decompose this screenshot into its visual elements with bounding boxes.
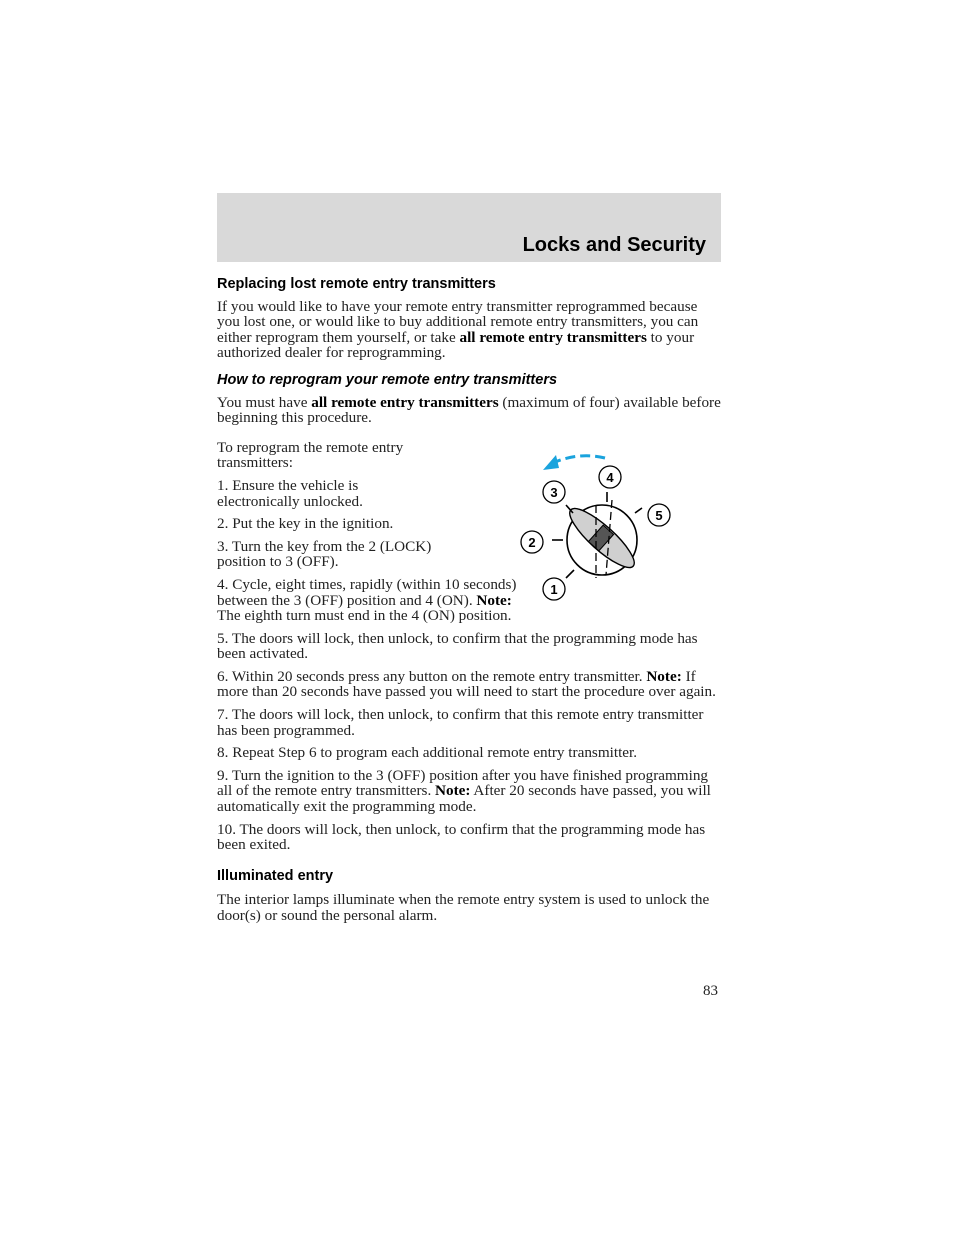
section-heading-illuminated: Illuminated entry (217, 867, 334, 884)
arrow-head-icon (543, 455, 559, 470)
section-heading-reprogram: How to reprogram your remote entry transmitters (217, 371, 558, 388)
label-5 (648, 504, 670, 526)
section-heading-replacing: Replacing lost remote entry transmitters (217, 276, 496, 292)
svg-text:4: 4 (606, 470, 614, 485)
rotation-arrow (555, 456, 605, 462)
paragraph-replacing: If you would like to have your remote entry transmitter reprogrammed because you lost one, or would like to buy additional remote entry transmitters, you can either reprogram them yourself, or take all remote entry transmitters to your authorized dealer for reprogramming. (217, 297, 699, 362)
paragraph-illuminated: The interior lamps illuminate when the remote entry system is used to unlock the door(s) or sound the personal alarm. (217, 891, 710, 924)
step-5: 5. The doors will lock, then unlock, to confirm that the programming mode has been activated. (217, 629, 698, 663)
svg-text:5: 5 (655, 508, 663, 523)
page-number: 83 (703, 983, 718, 999)
paragraph-intro: You must have all remote entry transmitters (maximum of four) available before beginning this procedure. (217, 393, 721, 427)
step-1: 1. Ensure the vehicle is electronically unlocked. (217, 476, 363, 510)
step-8: 8. Repeat Step 6 to program each additional remote entry transmitter. (217, 744, 638, 762)
step-7: 7. The doors will lock, then unlock, to confirm that this remote entry transmitter has been programmed. (217, 706, 704, 739)
chapter-header (217, 193, 721, 262)
svg-text:3: 3 (550, 485, 558, 500)
chapter-title: Locks and Security (522, 234, 706, 256)
label-1 (543, 578, 565, 600)
svg-text:1: 1 (550, 582, 558, 597)
step-6: 6. Within 20 seconds press any button on the remote entry transmitter. Note: If more than 20 seconds have passed you will need to start the procedure over again. (217, 667, 716, 701)
tick-1 (566, 570, 574, 578)
label-2 (521, 531, 543, 553)
step-10: 10. The doors will lock, then unlock, to confirm that the programming mode has been exited. (217, 820, 706, 854)
step-9: 9. Turn the ignition to the 3 (OFF) position after you have finished programming all of the remote entry transmitters. Note: After 20 seconds have passed, you will automatically exit the programming mode. (217, 766, 711, 816)
svg-text:2: 2 (528, 535, 536, 550)
label-4 (599, 466, 621, 488)
ignition-diagram (510, 450, 685, 610)
label-3 (543, 481, 565, 503)
step-2: 2. Put the key in the ignition. (217, 515, 394, 533)
step-4: 4. Cycle, eight times, rapidly (within 10 seconds) between the 3 (OFF) position and 4 (ON). Note: The eighth turn must end in the 4 (ON) position. (217, 575, 517, 625)
tick-5 (635, 508, 642, 513)
step-3: 3. Turn the key from the 2 (LOCK) position to 3 (OFF). (217, 537, 432, 571)
steps-lead: To reprogram the remote entry transmitters: (217, 438, 404, 472)
